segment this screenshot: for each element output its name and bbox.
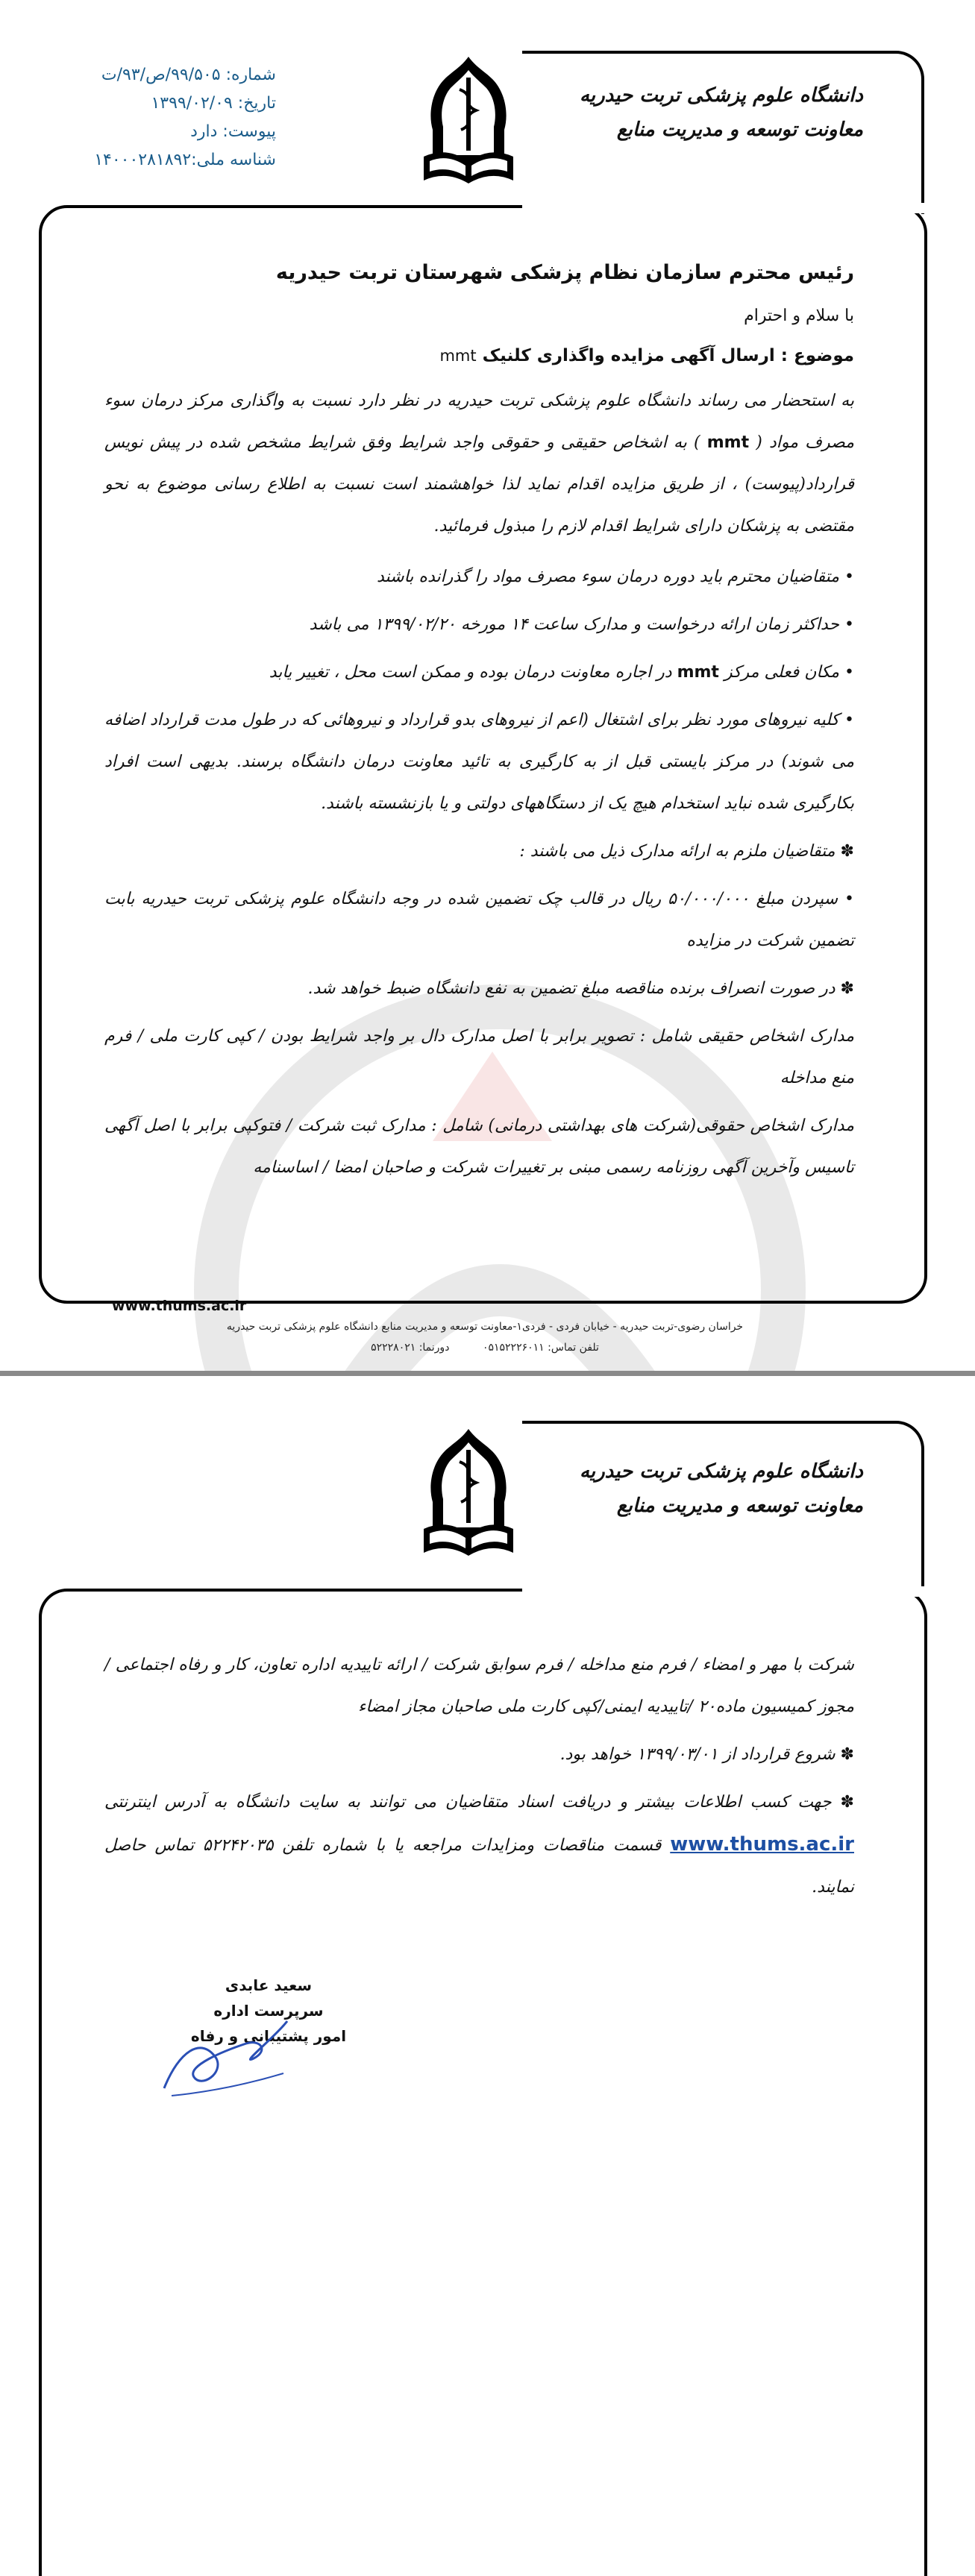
legal-docs-continued: شرکت با مهر و امضاء / فرم منع مداخله / فرم سوابق شرکت / ارائه تاییدیه اداره تعاون، کار و رفاه اجتماعی / مجوز کمیسیون ماده۲۰ /تاییدیه ایمنی/کپی کارت ملی صاحبان مجاز امضاء — [104, 1656, 854, 1716]
bullet3-mmt: mmt — [677, 663, 719, 682]
footer-phone: تلفن تماس: ۰۵۱۵۲۲۲۶۰۱۱ — [482, 1342, 599, 1354]
subject-mmt: mmt — [439, 347, 477, 365]
intro-mmt: mmt — [706, 433, 750, 452]
letter-number: شماره: ۹۹/۵۰۵/ص/۹۳/ت — [101, 66, 276, 84]
university-logo — [416, 1424, 521, 1559]
department-name: معاونت توسعه و مدیریت منابع — [616, 1495, 863, 1517]
subject-line — [104, 346, 854, 365]
national-id: شناسه ملی:۱۴۰۰۰۲۸۱۸۹۲ — [94, 151, 276, 169]
letter-body — [104, 261, 854, 1195]
university-name: دانشگاه علوم پزشکی تربت حیدریه — [579, 1460, 863, 1483]
condition-bullet-2: • حداکثر زمان ارائه درخواست و مدارک ساعت ۱۴ مورخه ۱۳۹۹/۰۲/۲۰ می باشد — [104, 604, 854, 646]
condition-bullet-1: • متقاضیان محترم باید دوره درمان سوء مصرف مواد را گذرانده باشند — [104, 556, 854, 598]
department-name: معاونت توسعه و مدیریت منابع — [616, 119, 863, 141]
footer-address: خراسان رضوی-تربت حیدریه - خیابان فردی - فردی۱-معاونت توسعه و مدیریت منابع دانشگاه علوم پزشکی تربت حیدریه — [226, 1321, 744, 1333]
letter-page-2 — [0, 1376, 975, 2532]
recipient-line: رئیس محترم سازمان نظام پزشکی شهرستان تربت حیدریه — [275, 261, 854, 284]
requirements-note: ✽ متقاضیان ملزم به ارائه مدارک ذیل می باشند : — [104, 831, 854, 873]
signer-title-2: امور پشتیبانی و رفاه — [190, 2027, 347, 2045]
letter-attachment: پیوست: دارد — [190, 122, 276, 141]
footer-contacts — [149, 1337, 821, 1358]
footer-address-block — [149, 1316, 821, 1358]
forfeit-note: ✽ در صورت انصراف برنده مناقصه مبلغ تضمین به نفع دانشگاه ضبط خواهد شد. — [104, 968, 854, 1010]
greeting: با سلام و احترام — [744, 307, 854, 325]
university-header — [580, 1454, 863, 1523]
contract-start-note: ✽ شروع قرارداد از ۱۳۹۹/۰۳/۰۱ خواهد بود. — [104, 1734, 854, 1776]
condition-bullet-4: • کلیه نیروهای مورد نظر برای اشتغال (اعم از نیروهای بدو قرارداد و نیروهائی که در طول مدت قرارداد اضافه می شوند) در مرکز بایستی قبل از به کارگیری به تائید معاونت درمان دانشگاه برسند. بدیهی است افراد بکارگیری شده نباید استخدام هیچ یک از دستگاههای دولتی و یا بازنشسته باشند. — [104, 700, 854, 825]
letter-body-continued — [104, 1644, 854, 1914]
real-person-docs: مدارک اشخاص حقیقی شامل : تصویر برابر با اصل مدارک دال بر واجد شرایط بودن / کپی کارت ملی / فرم منع مداخله — [104, 1027, 854, 1087]
letter-meta — [82, 61, 276, 175]
more-info-note: ✽ جهت کسب اطلاعات بیشتر و دریافت اسناد متقاضیان می توانند به سایت دانشگاه به آدرس اینترنتی www.thums.ac.ir قسمت مناقصات ومزایدات مراجعه یا با شماره تلفن ۵۲۲۴۲۰۳۵ تماس حاصل نمایند. — [104, 1782, 854, 1909]
university-header — [580, 78, 863, 147]
signer-title-1: سرپرست اداره — [213, 2002, 324, 2020]
deposit-bullet: • سپردن مبلغ ۵۰/۰۰۰/۰۰۰ ریال در قالب چک تضمین شده در وجه دانشگاه علوم پزشکی تربت حیدریه بابت تضمین شرکت در مزایده — [104, 879, 854, 962]
university-name: دانشگاه علوم پزشکی تربت حیدریه — [579, 84, 863, 107]
subject-label: موضوع : ارسال آگهی مزایده واگذاری کلنیک — [482, 346, 854, 365]
intro-paragraph: به استحضار می رساند دانشگاه علوم پزشکی تربت حیدریه در نظر دارد نسبت به واگذاری مرکز درمان سوء مصرف مواد ( mmt ) به اشخاص حقیقی و حقوقی واجد شرایط وفق شرایط مشخص شده در پیش نویس قرارداد(پیوست) ، از طریق مزایده اقدام نماید لذا خواهشمند است نسبت به اطلاع رسانی موضوع به نحو مقتضی به پزشکان دارای شرایط اقدام لازم را مبذول فرمائید. — [104, 392, 854, 535]
university-website-link[interactable]: www.thums.ac.ir — [670, 1833, 854, 1856]
legal-person-docs: مدارک اشخاص حقوقی(شرکت های بهداشتی درمانی) شامل : مدارک ثبت شرکت / فتوکپی برابر با اصل آگهی تاسیس وآخرین آگهی روزنامه رسمی مبنی بر تغییرات شرکت و صاحبان امضا / اساسنامه — [104, 1116, 854, 1177]
website-url[interactable]: www.thums.ac.ir — [112, 1298, 247, 1314]
handwritten-signature — [149, 2006, 298, 2111]
signer-name: سعید عابدی — [225, 1976, 313, 1994]
condition-bullet-3: • مکان فعلی مرکز mmt در اجاره معاونت درمان بوده و ممکن است محل ، تغییر یابد — [104, 652, 854, 694]
footer-fax: دورنما: ۵۲۲۲۸۰۲۱ — [371, 1342, 450, 1354]
university-logo — [416, 52, 521, 186]
letter-date: تاریخ: ۱۳۹۹/۰۲/۰۹ — [151, 94, 276, 113]
